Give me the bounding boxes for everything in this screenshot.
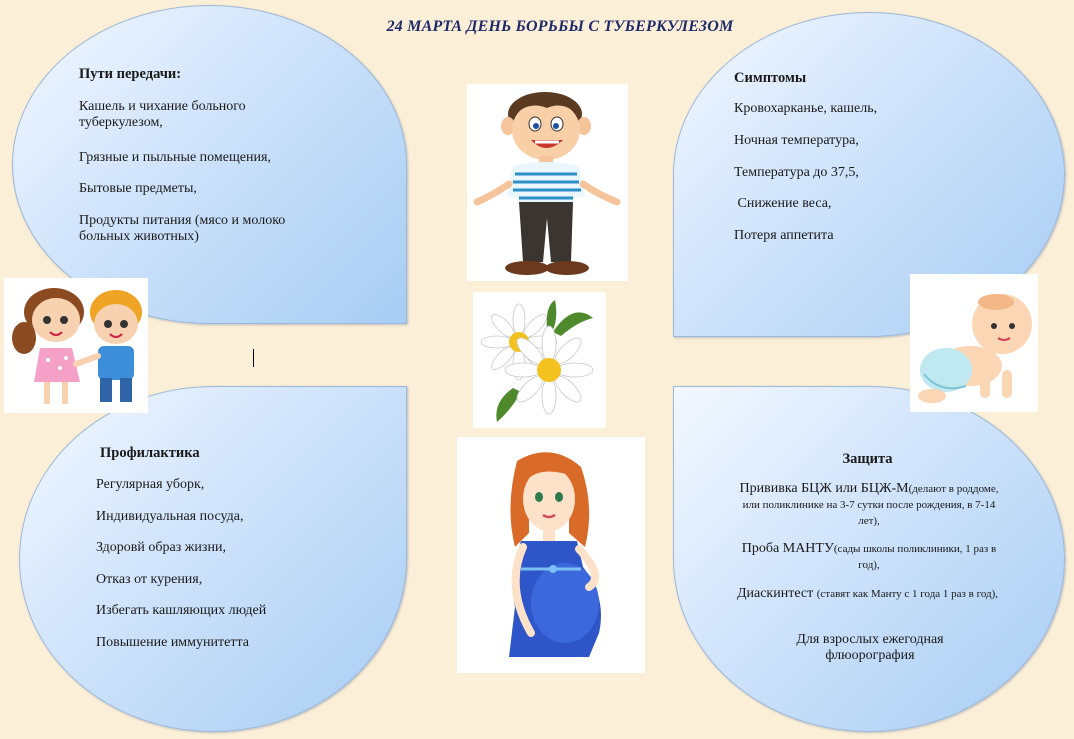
- transmission-item: Грязные и пыльные помещения,: [79, 150, 271, 165]
- symptoms-item: Кровохарканье, кашель,: [734, 101, 878, 116]
- page-title: 24 МАРТА ДЕНЬ БОРЬБЫ С ТУБЕРКУЛЕЗОМ: [386, 18, 734, 35]
- protection-mantoux-main: Проба МАНТУ: [741, 541, 834, 556]
- transmission-item: Кашель и чихание больного туберкулезом,: [79, 99, 246, 130]
- symptoms-item: Потеря аппетита: [734, 228, 834, 243]
- protection-bcg: [738, 481, 1000, 529]
- transmission-item: Продукты питания (мясо и молоко больных животных): [79, 213, 286, 244]
- symptoms-item: Температура до 37,5,: [734, 165, 859, 180]
- prevention-item: Здоровй образ жизни,: [96, 540, 226, 555]
- protection-diaskin-main: Диаскинтест: [736, 586, 814, 601]
- prevention-item: Регулярная уборк,: [96, 477, 205, 492]
- man-illustration: [467, 84, 628, 281]
- symptoms-heading: Симптомы: [734, 70, 807, 86]
- protection-bcg-note: (делают в роддоме, или поликлинике на 3-7 сутки после рождения, в 7-14 лет),: [742, 483, 999, 527]
- pregnant-woman-cartoon: [457, 437, 645, 673]
- children-cartoon: [4, 278, 148, 413]
- baby-illustration: [910, 274, 1038, 412]
- symptoms-item: Ночная температура,: [734, 133, 859, 148]
- daisy-illustration: [473, 292, 606, 428]
- protection-heading: Защита: [842, 451, 893, 467]
- baby-cartoon: [910, 274, 1038, 412]
- protection-mantoux-note: (сады школы поликлиники, 1 раз в год),: [833, 543, 997, 571]
- protection-bcg-main: Прививка БЦЖ или БЦЖ-М: [739, 481, 909, 496]
- daisy-flowers: [473, 292, 606, 428]
- protection-mantoux: [738, 541, 1000, 573]
- text-cursor: [253, 349, 254, 367]
- prevention-bubble: [19, 386, 407, 732]
- transmission-item: Бытовые предметы,: [79, 181, 197, 196]
- man-cartoon: [467, 84, 628, 281]
- prevention-item: Избегать кашляющих людей: [96, 603, 267, 618]
- prevention-item: Индивидуальная посуда,: [96, 509, 244, 524]
- prevention-item: Повышение иммунитетта: [96, 635, 249, 650]
- prevention-item: Отказ от курения,: [96, 572, 203, 587]
- transmission-heading: Пути передачи:: [79, 66, 182, 82]
- protection-diaskin: [730, 586, 1005, 602]
- symptoms-item: Снижение веса,: [734, 196, 832, 211]
- protection-adults: Для взрослых ежегодная флюорография: [796, 632, 944, 663]
- prevention-heading: Профилактика: [100, 445, 200, 461]
- pregnant-woman-illustration: [457, 437, 645, 673]
- protection-diaskin-note: (ставят как Манту с 1 года 1 раз в год),: [816, 588, 999, 600]
- children-illustration: [4, 278, 148, 413]
